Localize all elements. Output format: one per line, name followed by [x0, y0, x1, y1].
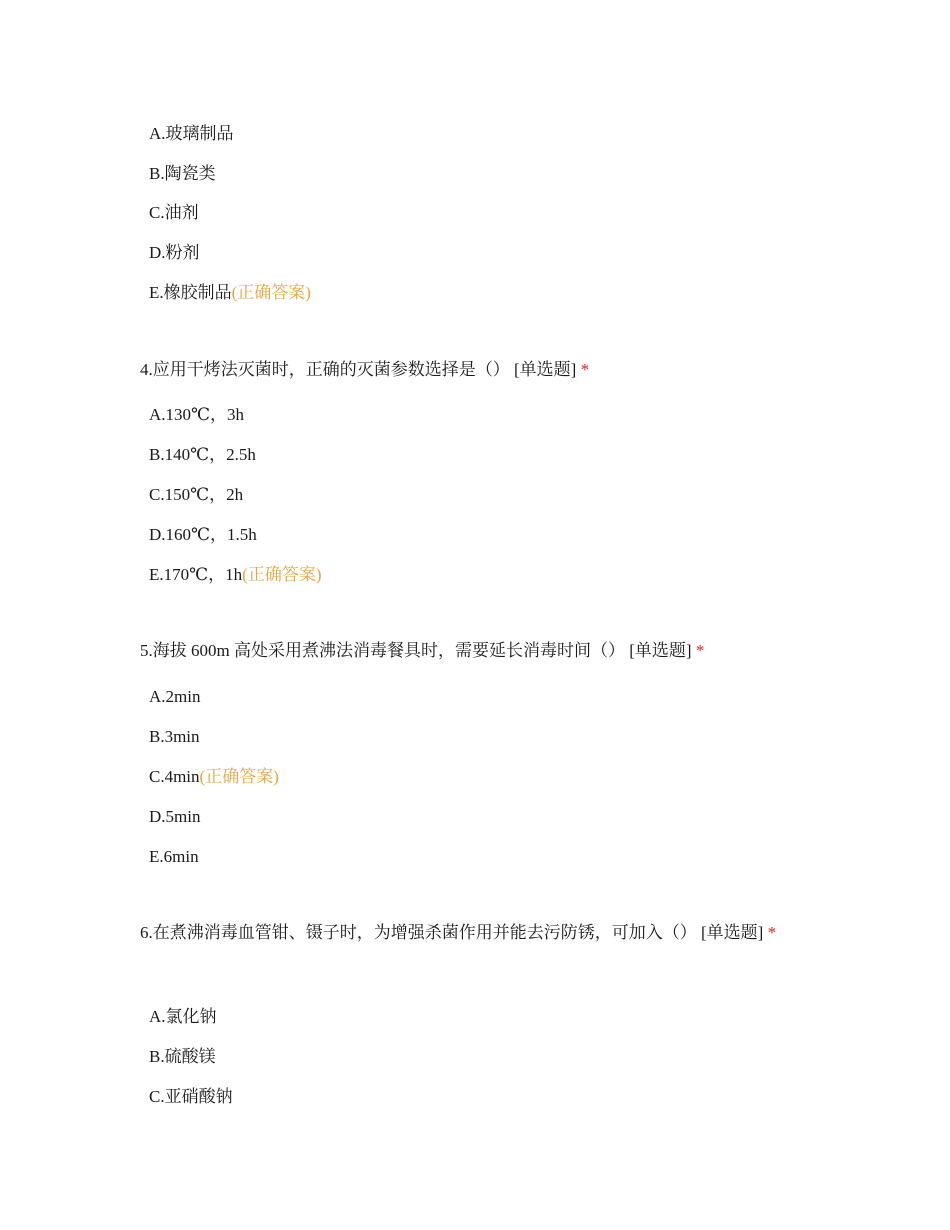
question-5-text: 5.海拔 600m 高处采用煮沸法消毒餐具时，需要延长消毒时间（） — [140, 641, 625, 660]
q3-option-b: B.陶瓷类 — [149, 164, 216, 183]
question-6 — [140, 914, 810, 951]
q4-option-c: C.150℃，2h — [149, 485, 244, 504]
correct-answer-label: (正确答案) — [231, 283, 311, 302]
correct-answer-label: (正确答案) — [242, 565, 322, 584]
question-6-text: 6.在煮沸消毒血管钳、镊子时，为增强杀菌作用并能去污防锈，可加入（） — [140, 923, 697, 942]
question-type: [单选题] — [514, 360, 577, 379]
correct-answer-label: (正确答案) — [199, 767, 279, 786]
question-5 — [140, 632, 810, 669]
q3-option-c: C.油剂 — [149, 203, 199, 222]
q5-option-a: A.2min — [149, 687, 201, 706]
required-mark: * — [580, 360, 590, 379]
q3-option-d: D.粉剂 — [149, 243, 200, 262]
q4-option-b: B.140℃，2.5h — [149, 445, 256, 464]
q3-option-e: E.橡胶制品(正确答案) — [149, 283, 311, 302]
q4-option-d: D.160℃，1.5h — [149, 525, 257, 544]
q6-option-a: A.氯化钠 — [149, 1007, 217, 1026]
required-mark: * — [695, 641, 705, 660]
q5-option-e: E.6min — [149, 847, 199, 866]
required-mark: * — [767, 923, 777, 942]
q5-option-d: D.5min — [149, 807, 201, 826]
question-type: [单选题] — [629, 641, 692, 660]
q4-option-e: E.170℃，1h(正确答案) — [149, 565, 322, 584]
q3-option-a: A.玻璃制品 — [149, 124, 234, 143]
question-4-text: 4.应用干烤法灭菌时，正确的灭菌参数选择是（） — [140, 360, 510, 379]
q6-option-b: B.硫酸镁 — [149, 1047, 216, 1066]
q5-option-c: C.4min(正确答案) — [149, 767, 279, 786]
q4-option-a: A.130℃，3h — [149, 405, 245, 424]
question-type: [单选题] — [701, 923, 764, 942]
question-4 — [140, 351, 810, 388]
q5-option-b: B.3min — [149, 727, 200, 746]
q6-option-c: C.亚硝酸钠 — [149, 1087, 233, 1106]
